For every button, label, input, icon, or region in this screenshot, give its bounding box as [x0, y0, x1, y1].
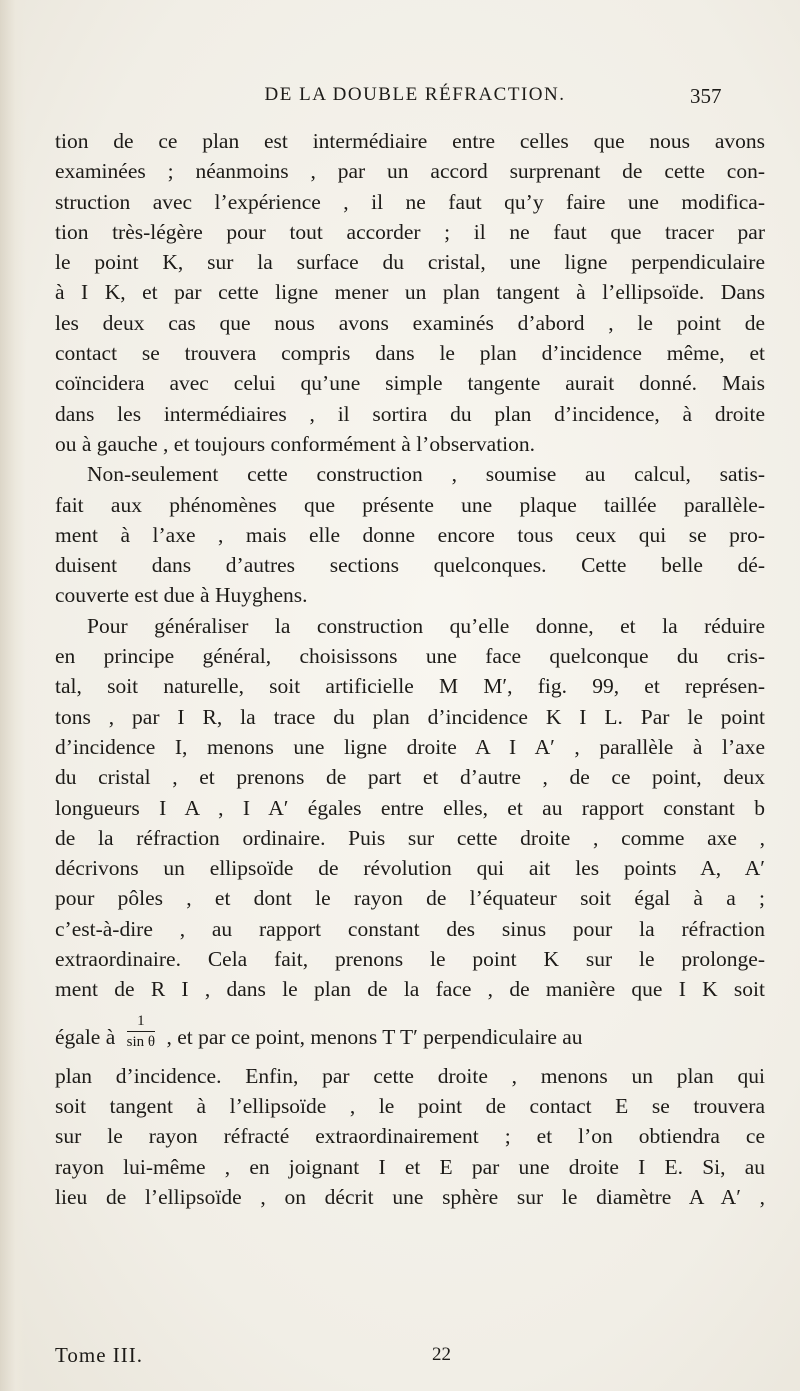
body-text [55, 126, 765, 1212]
text-line: Non-seulement cette construction , soumise au calcul, satis- [87, 462, 765, 487]
text-line: tion de ce plan est intermédiaire entre celles que nous avons [55, 129, 765, 153]
formula-suffix: , et par ce point, menons T T′ perpendiculaire au [166, 1024, 583, 1049]
text-line: en principe général, choisissons une face quelconque du cris- [55, 644, 765, 669]
text-line: contact se trouvera compris dans le plan d’incidence même, et [55, 341, 765, 366]
text-line: fait aux phénomènes que présente une plaque taillée parallèle- [55, 492, 765, 517]
page-number: 357 [690, 84, 722, 108]
text-line: extraordinaire. Cela fait, prenons le point K sur le prolonge- [55, 947, 765, 972]
text-line: ment de R I , dans le plan de la face , de manière que I K soit [55, 977, 765, 1002]
text-line: tion très-légère pour tout accorder ; il ne faut que tracer par [55, 219, 765, 244]
text-line: le point K, sur la surface du cristal, une ligne perpendiculaire [55, 250, 765, 275]
text-line: soit tangent à l’ellipsoïde , le point de contact E se trouvera [55, 1093, 765, 1118]
text-line: c’est-à-dire , au rapport constant des sinus pour la réfraction [55, 916, 765, 941]
fraction-numerator: 1 [127, 1014, 155, 1032]
text-line: coïncidera avec celui qu’une simple tangente aurait donné. Mais [55, 371, 765, 396]
text-line: tal, soit naturelle, soit artificielle M M′, fig. 99, et représen- [55, 674, 765, 699]
text-line: Pour généraliser la construction qu’elle donne, et la réduire [87, 613, 765, 638]
text-line: pour pôles , et dont le rayon de l’équateur soit égal à a ; [55, 886, 765, 911]
formula-line [55, 1005, 765, 1061]
page-header [0, 84, 800, 114]
text-line: les deux cas que nous avons examinés d’abord , le point de [55, 310, 765, 335]
text-line: longueurs I A , I A′ égales entre elles, et au rapport constant b [55, 795, 765, 820]
formula-prefix: égale à [55, 1024, 116, 1049]
text-line: examinées ; néanmoins , par un accord surprenant de cette con- [55, 159, 765, 184]
page-footer [55, 1343, 475, 1373]
text-line: décrivons un ellipsoïde de révolution qui ait les points A, A′ [55, 856, 765, 881]
fraction [127, 1014, 155, 1051]
text-line: dans les intermédiaires , il sortira du plan d’incidence, à droite [55, 401, 765, 426]
text-line: struction avec l’expérience , il ne faut qu’y faire une modifica- [55, 189, 765, 214]
text-line: sur le rayon réfracté extraordinairement ; et l’on obtiendra ce [55, 1124, 765, 1149]
text-line: couverte est due à Huyghens. [55, 583, 308, 608]
text-line: d’incidence I, menons une ligne droite A I A′ , parallèle à l’axe [55, 734, 765, 759]
text-line: tons , par I R, la trace du plan d’incidence K I L. Par le point [55, 704, 765, 729]
text-line: ment à l’axe , mais elle donne encore tous ceux qui se pro- [55, 522, 765, 547]
text-line: lieu de l’ellipsoïde , on décrit une sphère sur le diamètre A A′ , [55, 1184, 765, 1209]
binding-shadow [0, 0, 26, 1391]
text-line: de la réfraction ordinaire. Puis sur cette droite , comme axe , [55, 825, 765, 850]
text-line: duisent dans d’autres sections quelconques. Cette belle dé- [55, 553, 765, 578]
text-line: ou à gauche , et toujours conformément à l’observation. [55, 431, 536, 456]
fraction-denominator: sin θ [126, 1034, 156, 1051]
volume-signature: Tome III. [55, 1343, 143, 1367]
text-line: à I K, et par cette ligne mener un plan tangent à l’ellipsoïde. Dans [55, 280, 765, 305]
text-line: rayon lui-même , en joignant I et E par une droite I E. Si, au [55, 1154, 765, 1179]
text-line: du cristal , et prenons de part et d’autre , de ce point, deux [55, 765, 765, 790]
running-head: DE LA DOUBLE RÉFRACTION. [264, 84, 566, 105]
text-line: plan d’incidence. Enfin, par cette droite , menons un plan qui [55, 1063, 765, 1088]
sheet-number: 22 [432, 1344, 451, 1365]
